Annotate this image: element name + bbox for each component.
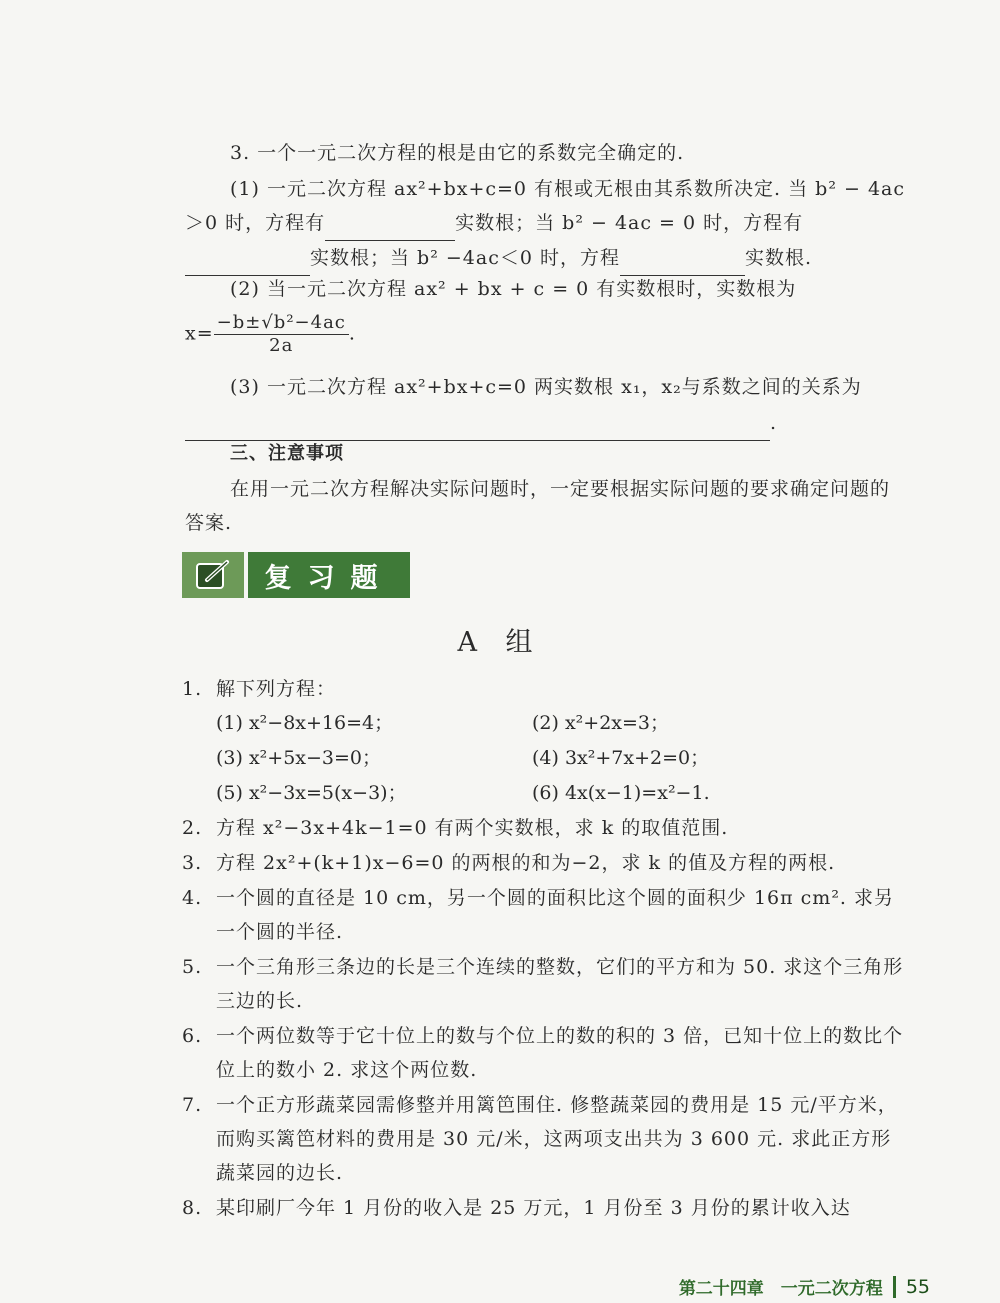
- formula-fraction: [214, 312, 349, 357]
- section3-paragraph-2: (2) 当一元二次方程 ax² + bx + c = 0 有实数根时，实数根为: [230, 278, 797, 300]
- question-text: 方程 x²−3x+4k−1=0 有两个实数根，求 k 的取值范围.: [216, 817, 729, 839]
- question-7: [182, 1088, 907, 1190]
- p1-text-b: 实数根；当 b² − 4ac = 0 时，方程有: [455, 212, 804, 234]
- question-6: [182, 1019, 907, 1087]
- question-text: 一个正方形蔬菜园需修整并用篱笆围住. 修整蔬菜园的费用是 15 元/平方米，而购买篱笆材料的费用是 30 元/米，这两项支出共为 3 600 元. 求此正方形蔬菜园的边长.: [216, 1094, 898, 1184]
- formula-lhs: x=: [185, 322, 214, 345]
- formula-denominator: 2a: [269, 335, 294, 356]
- section3-paragraph-3-blank: [185, 406, 905, 441]
- question-3: [182, 846, 907, 880]
- formula-end: .: [348, 322, 356, 345]
- equation-4: (4) 3x²+7x+2=0；: [532, 747, 710, 769]
- question-text: 某印刷厂今年 1 月份的收入是 25 万元，1 月份至 3 月份的累计收入达: [216, 1197, 851, 1219]
- p1-text-a: (1) 一元二次方程 ax²+bx+c=0 有根或无根由其系数所决定. 当 b² − 4ac＞0 时，方程有: [185, 178, 906, 234]
- question-2: [182, 811, 907, 845]
- notes-text: 在用一元二次方程解决实际问题时，一定要根据实际问题的要求确定问题的答案.: [185, 478, 891, 534]
- question-number: 4.: [182, 887, 203, 909]
- review-banner-title: 复习题: [248, 552, 410, 598]
- question-number: 6.: [182, 1025, 203, 1047]
- equation-1: (1) x²−8x+16=4；: [216, 712, 394, 734]
- blank-3: [620, 241, 745, 276]
- p3-end: .: [770, 412, 778, 434]
- question-number: 2.: [182, 817, 203, 839]
- chapter-label: 第二十四章 一元二次方程: [678, 1279, 883, 1299]
- question-number: 1.: [182, 678, 203, 700]
- question-number: 5.: [182, 956, 203, 978]
- section3-paragraph-1: [185, 172, 905, 276]
- question-text: 方程 2x²+(k+1)x−6=0 的两根的和为−2，求 k 的值及方程的两根.: [216, 852, 836, 874]
- p1-text-c: 实数根；当 b² −4ac＜0 时，方程: [310, 247, 620, 269]
- review-banner: [182, 552, 410, 598]
- page-number: 55: [905, 1275, 930, 1298]
- page-footer: [679, 1274, 930, 1299]
- equation-6: (6) 4x(x−1)=x²−1.: [532, 782, 710, 804]
- blank-2: [185, 241, 310, 276]
- root-formula: [185, 312, 905, 357]
- equation-2: (2) x²+2x=3；: [532, 712, 670, 734]
- question-number: 7.: [182, 1094, 203, 1116]
- question-text: 解下列方程：: [216, 678, 337, 700]
- question-5: [182, 950, 907, 1018]
- blank-1: [325, 206, 455, 241]
- question-text: 一个三角形三条边的长是三个连续的整数，它们的平方和为 50. 求这个三角形三边的长.: [216, 956, 904, 1012]
- group-title: A 组: [457, 627, 543, 658]
- question-text: 一个两位数等于它十位上的数与个位上的数的积的 3 倍，已知十位上的数比个位上的数小 2. 求这个两位数.: [216, 1025, 904, 1081]
- question-4: [182, 881, 907, 949]
- equation-5: (5) x²−3x=5(x−3)；: [216, 782, 407, 804]
- footer-divider: [893, 1276, 896, 1298]
- question-number: 3.: [182, 852, 203, 874]
- formula-numerator: −b±√b²−4ac: [214, 312, 349, 335]
- question-number: 8.: [182, 1197, 203, 1219]
- section3-heading: 3. 一个一元二次方程的根是由它的系数完全确定的.: [230, 142, 685, 164]
- blank-4: [185, 406, 770, 441]
- question-1: [182, 672, 907, 706]
- p1-text-d: 实数根.: [744, 247, 813, 269]
- section3-paragraph-3: (3) 一元二次方程 ax²+bx+c=0 两实数根 x₁，x₂与系数之间的关系为: [230, 376, 862, 398]
- question-8: [182, 1191, 907, 1225]
- equation-3: (3) x²+5x−3=0；: [216, 747, 382, 769]
- question-text: 一个圆的直径是 10 cm，另一个圆的面积比这个圆的面积少 16π cm². 求另一个圆的半径.: [216, 887, 895, 943]
- pencil-note-icon: [182, 552, 244, 598]
- notes-heading: 三、注意事项: [230, 443, 344, 464]
